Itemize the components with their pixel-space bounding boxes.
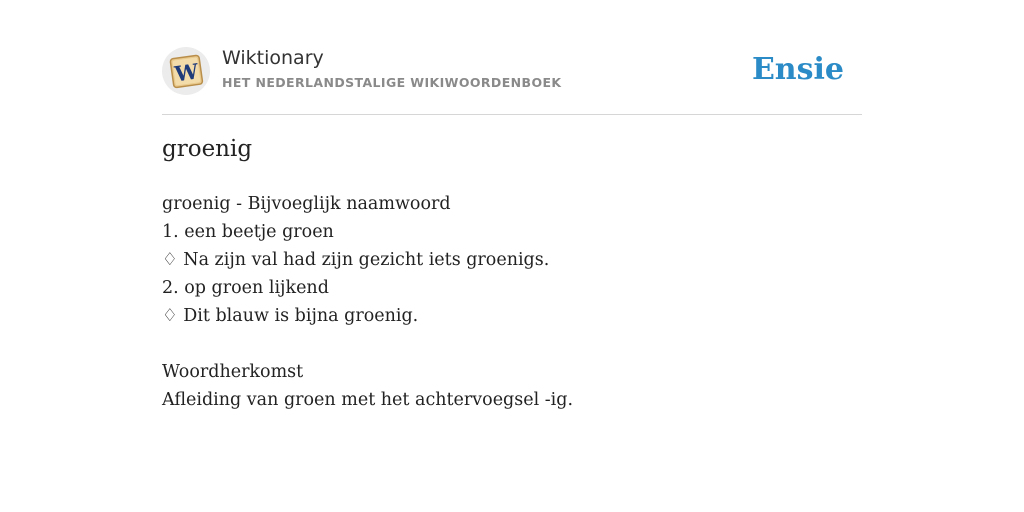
blank-line: [162, 330, 862, 358]
entry-content: [162, 190, 862, 414]
example-1: ♢ Na zijn val had zijn gezicht iets groenigs.: [162, 250, 550, 270]
svg-text:W: W: [173, 58, 200, 87]
etymology-text: Afleiding van groen met het achtervoegsel -ig.: [162, 390, 574, 410]
definition-1: 1. een beetje groen: [162, 222, 334, 242]
source-subtitle: HET NEDERLANDSTALIGE WIKIWOORDENBOEK: [222, 75, 562, 90]
wiktionary-logo-icon: [162, 47, 210, 95]
etymology-heading: Woordherkomst: [162, 362, 304, 382]
definition-2: 2. op groen lijkend: [162, 278, 329, 298]
part-of-speech-line: groenig - Bijvoeglijk naamwoord: [162, 194, 451, 214]
source-header: [162, 44, 862, 115]
source-name[interactable]: Wiktionary: [222, 47, 324, 69]
entry-title: groenig: [162, 136, 253, 162]
ensie-logo-link[interactable]: Ensie: [751, 52, 844, 87]
example-2: ♢ Dit blauw is bijna groenig.: [162, 306, 419, 326]
